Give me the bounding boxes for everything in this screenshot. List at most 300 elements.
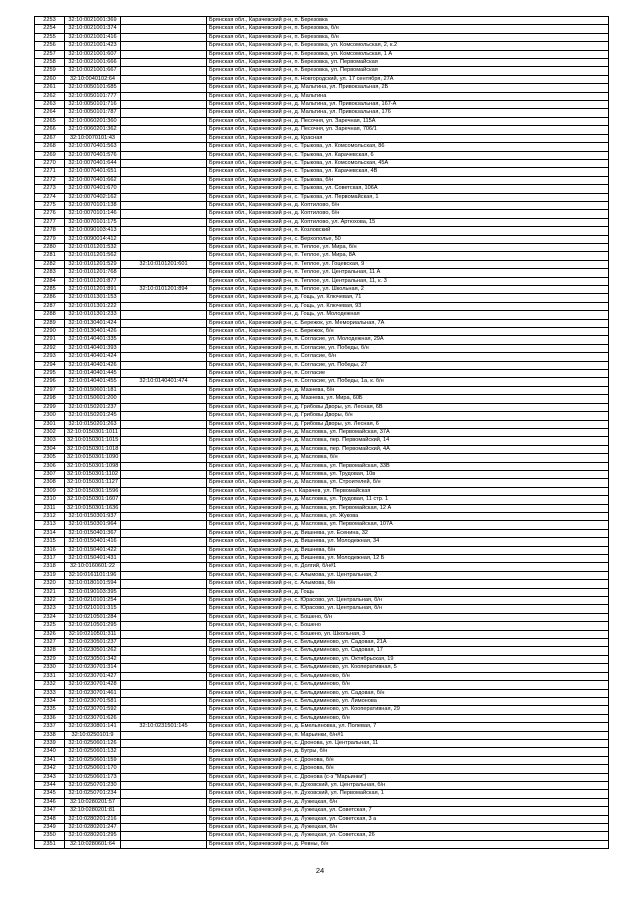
cadastral-number-cell: 32:10:0190103:395 bbox=[65, 588, 121, 596]
related-cadastral-number-cell bbox=[121, 395, 207, 403]
cadastral-number-cell: 32:10:0150301:1090 bbox=[65, 454, 121, 462]
address-cell: Брянская обл., Карачевский р-н, п. Березовка, ул. Первомайская bbox=[207, 67, 609, 75]
related-cadastral-number-cell bbox=[121, 143, 207, 151]
row-number-cell: 2284 bbox=[35, 277, 65, 285]
related-cadastral-number-cell bbox=[121, 496, 207, 504]
cadastral-number-cell: 32:10:0230701:427 bbox=[65, 672, 121, 680]
address-cell: Брянская обл., Карачевский р-н, с. Бошено, ул. Школьная, 3 bbox=[207, 630, 609, 638]
address-cell: Брянская обл., Карачевский р-н, п. Согласие, ул. Победы, 1а, к. б/н bbox=[207, 378, 609, 386]
cadastral-number-cell: 32:10:0070101:146 bbox=[65, 210, 121, 218]
cadastral-number-cell: 32:10:0210501:311 bbox=[65, 630, 121, 638]
row-number-cell: 2311 bbox=[35, 504, 65, 512]
cadastral-number-cell: 32:10:0021001:374 bbox=[65, 25, 121, 33]
table-row bbox=[35, 479, 609, 487]
cadastral-number-cell: 32:10:0150401:416 bbox=[65, 538, 121, 546]
address-cell: Брянская обл., Карачевский р-н, д. Лужецкая, б/н bbox=[207, 798, 609, 806]
cadastral-number-cell: 32:10:0230501:237 bbox=[65, 639, 121, 647]
cadastral-number-cell: 32:10:0230801:141 bbox=[65, 723, 121, 731]
row-number-cell: 2290 bbox=[35, 328, 65, 336]
cadastral-number-cell: 32:10:0161101:196 bbox=[65, 571, 121, 579]
cadastral-number-cell: 32:10:0070401:651 bbox=[65, 168, 121, 176]
table-row bbox=[35, 344, 609, 352]
row-number-cell: 2325 bbox=[35, 622, 65, 630]
related-cadastral-number-cell bbox=[121, 403, 207, 411]
related-cadastral-number-cell: 32:10:0101201:894 bbox=[121, 286, 207, 294]
cadastral-number-cell: 32:10:0250601:170 bbox=[65, 765, 121, 773]
address-cell: Брянская обл., Карачевский р-н, д. Масловка, пер. Первомайский, 14 bbox=[207, 437, 609, 445]
cadastral-number-cell: 32:10:0160601:22 bbox=[65, 563, 121, 571]
table-row bbox=[35, 235, 609, 243]
row-number-cell: 2342 bbox=[35, 765, 65, 773]
cadastral-number-cell: 32:10:0150401:431 bbox=[65, 555, 121, 563]
table-row bbox=[35, 59, 609, 67]
row-number-cell: 2256 bbox=[35, 42, 65, 50]
table-row bbox=[35, 428, 609, 436]
cadastral-number-cell: 32:10:0150301:937 bbox=[65, 512, 121, 520]
table-row bbox=[35, 67, 609, 75]
address-cell: Брянская обл., Карачевский р-н, п. Березовка, б/н bbox=[207, 25, 609, 33]
address-cell: Брянская обл., Карачевский р-н, д. Мазнева, ул. Мира, 60Б bbox=[207, 395, 609, 403]
table-row bbox=[35, 395, 609, 403]
related-cadastral-number-cell bbox=[121, 361, 207, 369]
address-cell: Брянская обл., Карачевский р-н, п. Согласие, ул. Победы, б/н bbox=[207, 344, 609, 352]
related-cadastral-number-cell bbox=[121, 748, 207, 756]
related-cadastral-number-cell bbox=[121, 101, 207, 109]
row-number-cell: 2314 bbox=[35, 529, 65, 537]
address-cell: Брянская обл., Карачевский р-н, д. Вишнева, ул. Молодежная, 34 bbox=[207, 538, 609, 546]
row-number-cell: 2331 bbox=[35, 672, 65, 680]
row-number-cell: 2266 bbox=[35, 126, 65, 134]
table-row bbox=[35, 697, 609, 705]
cadastral-number-cell: 32:10:0070101:175 bbox=[65, 218, 121, 226]
table-row bbox=[35, 370, 609, 378]
table-row bbox=[35, 328, 609, 336]
address-cell: Брянская обл., Карачевский р-н, д. Масловка, ул. Первомайская, 37А bbox=[207, 428, 609, 436]
row-number-cell: 2346 bbox=[35, 798, 65, 806]
related-cadastral-number-cell bbox=[121, 681, 207, 689]
row-number-cell: 2289 bbox=[35, 319, 65, 327]
row-number-cell: 2288 bbox=[35, 311, 65, 319]
related-cadastral-number-cell bbox=[121, 353, 207, 361]
related-cadastral-number-cell bbox=[121, 201, 207, 209]
related-cadastral-number-cell bbox=[121, 336, 207, 344]
cadastral-number-cell: 32:10:0230701:428 bbox=[65, 681, 121, 689]
related-cadastral-number-cell bbox=[121, 277, 207, 285]
row-number-cell: 2278 bbox=[35, 227, 65, 235]
table-row bbox=[35, 201, 609, 209]
row-number-cell: 2344 bbox=[35, 781, 65, 789]
table-row bbox=[35, 613, 609, 621]
related-cadastral-number-cell bbox=[121, 159, 207, 167]
table-row bbox=[35, 798, 609, 806]
table-row bbox=[35, 151, 609, 159]
address-cell: Брянская обл., Карачевский р-н, с. Дронова, б/н bbox=[207, 765, 609, 773]
cadastral-number-cell: 32:10:0021001:369 bbox=[65, 17, 121, 25]
address-cell: Брянская обл., Карачевский р-н, д. Красная bbox=[207, 134, 609, 142]
address-cell: Брянская обл., Карачевский р-н, д. Лужецкая, б/н bbox=[207, 824, 609, 832]
table-row bbox=[35, 92, 609, 100]
cadastral-number-cell: 32:10:0150301:1127 bbox=[65, 479, 121, 487]
table-row bbox=[35, 420, 609, 428]
row-number-cell: 2307 bbox=[35, 470, 65, 478]
related-cadastral-number-cell bbox=[121, 521, 207, 529]
row-number-cell: 2280 bbox=[35, 243, 65, 251]
row-number-cell: 2292 bbox=[35, 344, 65, 352]
row-number-cell: 2275 bbox=[35, 201, 65, 209]
table-row bbox=[35, 496, 609, 504]
table-row bbox=[35, 134, 609, 142]
related-cadastral-number-cell bbox=[121, 117, 207, 125]
address-cell: Брянская обл., Карачевский р-н, с. Бережок, ул. Мемориальная, 7А bbox=[207, 319, 609, 327]
table-row bbox=[35, 210, 609, 218]
address-cell: Брянская обл., Карачевский р-н, д. Мальтина, ул. Привокзальная, 167-А bbox=[207, 101, 609, 109]
row-number-cell: 2254 bbox=[35, 25, 65, 33]
address-cell: Брянская обл., Карачевский р-н, д. Масловка, пер. Первомайский, 4А bbox=[207, 445, 609, 453]
related-cadastral-number-cell bbox=[121, 370, 207, 378]
related-cadastral-number-cell bbox=[121, 697, 207, 705]
related-cadastral-number-cell bbox=[121, 428, 207, 436]
cadastral-number-cell: 32:10:0150301:1098 bbox=[65, 462, 121, 470]
table-row bbox=[35, 17, 609, 25]
row-number-cell: 2339 bbox=[35, 739, 65, 747]
row-number-cell: 2309 bbox=[35, 487, 65, 495]
cadastral-number-cell: 32:10:0060201:360 bbox=[65, 117, 121, 125]
table-row bbox=[35, 529, 609, 537]
table-row bbox=[35, 824, 609, 832]
cadastral-number-cell: 32:10:0280201:295 bbox=[65, 832, 121, 840]
row-number-cell: 2326 bbox=[35, 630, 65, 638]
row-number-cell: 2350 bbox=[35, 832, 65, 840]
table-row bbox=[35, 555, 609, 563]
table-row bbox=[35, 765, 609, 773]
address-cell: Брянская обл., Карачевский р-н, п. Новгородский, ул. 17 сентября, 27А bbox=[207, 75, 609, 83]
table-row bbox=[35, 412, 609, 420]
row-number-cell: 2268 bbox=[35, 143, 65, 151]
related-cadastral-number-cell bbox=[121, 269, 207, 277]
cadastral-number-cell: 32:10:0090103:413 bbox=[65, 227, 121, 235]
cadastral-number-cell: 32:10:0230701:626 bbox=[65, 714, 121, 722]
address-cell: Брянская обл., Карачевский р-н, д. Лужецкая, ул. Советская, 3 а bbox=[207, 815, 609, 823]
cadastral-number-cell: 32:10:0090014:412 bbox=[65, 235, 121, 243]
table-row bbox=[35, 571, 609, 579]
related-cadastral-number-cell: 32:10:0231501:145 bbox=[121, 723, 207, 731]
row-number-cell: 2322 bbox=[35, 597, 65, 605]
table-row bbox=[35, 193, 609, 201]
related-cadastral-number-cell bbox=[121, 798, 207, 806]
table-row bbox=[35, 227, 609, 235]
related-cadastral-number-cell bbox=[121, 151, 207, 159]
cadastral-number-cell: 32:10:0150201:263 bbox=[65, 420, 121, 428]
table-row bbox=[35, 781, 609, 789]
cadastral-number-cell: 32:10:0070401:670 bbox=[65, 185, 121, 193]
row-number-cell: 2277 bbox=[35, 218, 65, 226]
address-cell: Брянская обл., Карачевский р-н, д. Гощь, ул. Молодежная bbox=[207, 311, 609, 319]
table-row bbox=[35, 403, 609, 411]
cadastral-number-cell: 32:10:0230701:581 bbox=[65, 697, 121, 705]
address-cell: Брянская обл., Карачевский р-н, д. Мальтина, ул. Привокзальная, 2Б bbox=[207, 84, 609, 92]
table-row bbox=[35, 353, 609, 361]
related-cadastral-number-cell bbox=[121, 647, 207, 655]
table-row bbox=[35, 336, 609, 344]
row-number-cell: 2315 bbox=[35, 538, 65, 546]
address-cell: Брянская обл., Карачевский р-н, д. Масловка, ул. Первомайская, 12 А bbox=[207, 504, 609, 512]
row-number-cell: 2319 bbox=[35, 571, 65, 579]
row-number-cell: 2282 bbox=[35, 260, 65, 268]
table-row bbox=[35, 294, 609, 302]
cadastral-number-cell: 32:10:0101301:222 bbox=[65, 302, 121, 310]
related-cadastral-number-cell bbox=[121, 168, 207, 176]
table-row bbox=[35, 277, 609, 285]
table-row bbox=[35, 437, 609, 445]
related-cadastral-number-cell bbox=[121, 84, 207, 92]
table-row bbox=[35, 454, 609, 462]
address-cell: Брянская обл., Карачевский р-н, п. Согласие, ул. Победы, 27 bbox=[207, 361, 609, 369]
address-cell: Брянская обл., Карачевский р-н, д. Масловка, ул. Трудовая, 11 стр. 1 bbox=[207, 496, 609, 504]
row-number-cell: 2310 bbox=[35, 496, 65, 504]
related-cadastral-number-cell bbox=[121, 555, 207, 563]
address-cell: Брянская обл., Карачевский р-н, п. Марьинки, б/н#1 bbox=[207, 731, 609, 739]
related-cadastral-number-cell bbox=[121, 639, 207, 647]
related-cadastral-number-cell bbox=[121, 622, 207, 630]
address-cell: Брянская обл., Карачевский р-н, д. Коптилово, б/н bbox=[207, 210, 609, 218]
address-cell: Брянская обл., Карачевский р-н, с. Бельдиминово, б/н bbox=[207, 681, 609, 689]
table-row bbox=[35, 748, 609, 756]
address-cell: Брянская обл., Карачевский р-н, д. Мазнева, б/н bbox=[207, 386, 609, 394]
row-number-cell: 2274 bbox=[35, 193, 65, 201]
row-number-cell: 2297 bbox=[35, 386, 65, 394]
related-cadastral-number-cell bbox=[121, 504, 207, 512]
cadastral-number-cell: 32:10:0021001:423 bbox=[65, 42, 121, 50]
related-cadastral-number-cell bbox=[121, 126, 207, 134]
cadastral-number-cell: 32:10:0210101:315 bbox=[65, 605, 121, 613]
cadastral-number-cell: 32:10:0250101:9 bbox=[65, 731, 121, 739]
row-number-cell: 2293 bbox=[35, 353, 65, 361]
cadastral-number-cell: 32:10:0050101:685 bbox=[65, 84, 121, 92]
related-cadastral-number-cell bbox=[121, 613, 207, 621]
related-cadastral-number-cell bbox=[121, 479, 207, 487]
table-row bbox=[35, 756, 609, 764]
row-number-cell: 2320 bbox=[35, 580, 65, 588]
address-cell: Брянская обл., Карачевский р-н, д. Вишнева, б/н bbox=[207, 546, 609, 554]
address-cell: Брянская обл., Карачевский р-н, с. Бельдиминово, ул. Лимонова bbox=[207, 697, 609, 705]
cadastral-number-cell: 32:10:0140401:445 bbox=[65, 370, 121, 378]
table-row bbox=[35, 269, 609, 277]
address-cell: Брянская обл., Карачевский р-н, п. Козловский bbox=[207, 227, 609, 235]
table-row bbox=[35, 75, 609, 83]
related-cadastral-number-cell bbox=[121, 571, 207, 579]
cadastral-number-cell: 32:10:0070101:138 bbox=[65, 201, 121, 209]
address-cell: Брянская обл., Карачевский р-н, с. Верхополье, 50 bbox=[207, 235, 609, 243]
address-cell: Брянская обл., Карачевский р-н, г. Карачев, ул. Первомайская bbox=[207, 487, 609, 495]
cadastral-number-cell: 32:10:0210101:254 bbox=[65, 597, 121, 605]
related-cadastral-number-cell bbox=[121, 731, 207, 739]
related-cadastral-number-cell bbox=[121, 59, 207, 67]
row-number-cell: 2324 bbox=[35, 613, 65, 621]
row-number-cell: 2285 bbox=[35, 286, 65, 294]
row-number-cell: 2257 bbox=[35, 50, 65, 58]
address-cell: Брянская обл., Карачевский р-н, с. Трыкова, ул. Карачевская, 6 bbox=[207, 151, 609, 159]
related-cadastral-number-cell bbox=[121, 302, 207, 310]
row-number-cell: 2279 bbox=[35, 235, 65, 243]
table-row bbox=[35, 101, 609, 109]
cadastral-number-cell: 32:10:0250601:132 bbox=[65, 748, 121, 756]
table-row bbox=[35, 588, 609, 596]
cadastral-number-cell: 32:10:0280201:247 bbox=[65, 824, 121, 832]
related-cadastral-number-cell bbox=[121, 815, 207, 823]
related-cadastral-number-cell bbox=[121, 386, 207, 394]
related-cadastral-number-cell bbox=[121, 17, 207, 25]
table-row bbox=[35, 286, 609, 294]
table-row bbox=[35, 647, 609, 655]
cadastral-number-cell: 32:10:0250601:159 bbox=[65, 756, 121, 764]
cadastral-number-cell: 32:10:0150301:1018 bbox=[65, 445, 121, 453]
cadastral-number-cell: 32:10:0230501:262 bbox=[65, 647, 121, 655]
cadastral-number-cell: 32:10:0210501:295 bbox=[65, 622, 121, 630]
row-number-cell: 2333 bbox=[35, 689, 65, 697]
row-number-cell: 2341 bbox=[35, 756, 65, 764]
table-row bbox=[35, 84, 609, 92]
related-cadastral-number-cell: 32:10:0101201:601 bbox=[121, 260, 207, 268]
cadastral-number-cell: 32:10:0150201:245 bbox=[65, 412, 121, 420]
related-cadastral-number-cell bbox=[121, 67, 207, 75]
row-number-cell: 2332 bbox=[35, 681, 65, 689]
cadastral-number-cell: 32:10:0070101:43 bbox=[65, 134, 121, 142]
table-row bbox=[35, 832, 609, 840]
related-cadastral-number-cell bbox=[121, 655, 207, 663]
cadastral-number-cell: 32:10:0050101:787 bbox=[65, 109, 121, 117]
related-cadastral-number-cell bbox=[121, 512, 207, 520]
address-cell: Брянская обл., Карачевский р-н, д. Масловка, ул. Первомайская, 33В bbox=[207, 462, 609, 470]
address-cell: Брянская обл., Карачевский р-н, с. Трыкова, ул. Первомайская, 1 bbox=[207, 193, 609, 201]
address-cell: Брянская обл., Карачевский р-н, с. Бошено bbox=[207, 622, 609, 630]
row-number-cell: 2328 bbox=[35, 647, 65, 655]
row-number-cell: 2317 bbox=[35, 555, 65, 563]
address-cell: Брянская обл., Карачевский р-н, п. Духовский, ул. Первомайская, 1 bbox=[207, 790, 609, 798]
address-cell: Брянская обл., Карачевский р-н, п. Духовский, ул. Центральная, б/н bbox=[207, 781, 609, 789]
address-cell: Брянская обл., Карачевский р-н, п. Согласие bbox=[207, 370, 609, 378]
address-cell: Брянская обл., Карачевский р-н, с. Дронова (с-з "Марьинки") bbox=[207, 773, 609, 781]
cadastral-number-cell: 32:10:0280201:216 bbox=[65, 815, 121, 823]
related-cadastral-number-cell bbox=[121, 824, 207, 832]
related-cadastral-number-cell bbox=[121, 311, 207, 319]
table-row bbox=[35, 840, 609, 848]
related-cadastral-number-cell bbox=[121, 454, 207, 462]
cadastral-number-cell: 32:10:0180101:594 bbox=[65, 580, 121, 588]
address-cell: Брянская обл., Карачевский р-н, с. Юрасово, ул. Центральная, б/н bbox=[207, 597, 609, 605]
cadastral-number-cell: 32:10:0021001:667 bbox=[65, 67, 121, 75]
table-row bbox=[35, 487, 609, 495]
row-number-cell: 2306 bbox=[35, 462, 65, 470]
table-row bbox=[35, 33, 609, 41]
table-row bbox=[35, 521, 609, 529]
table-row bbox=[35, 773, 609, 781]
related-cadastral-number-cell bbox=[121, 25, 207, 33]
table-row bbox=[35, 622, 609, 630]
related-cadastral-number-cell bbox=[121, 689, 207, 697]
row-number-cell: 2270 bbox=[35, 159, 65, 167]
address-cell: Брянская обл., Карачевский р-н, д. Вишнева, ул. Молодежная, 12 Б bbox=[207, 555, 609, 563]
address-cell: Брянская обл., Карачевский р-н, д. Коптилово, ул. Артюхова, 15 bbox=[207, 218, 609, 226]
cadastral-number-cell: 32:10:0250701:234 bbox=[65, 790, 121, 798]
cadastral-number-cell: 32:10:0101201:562 bbox=[65, 252, 121, 260]
address-cell: Брянская обл., Карачевский р-н, п. Березовка, б/н bbox=[207, 33, 609, 41]
cadastral-number-cell: 32:10:0101201:891 bbox=[65, 286, 121, 294]
related-cadastral-number-cell bbox=[121, 319, 207, 327]
row-number-cell: 2335 bbox=[35, 706, 65, 714]
related-cadastral-number-cell bbox=[121, 487, 207, 495]
table-row bbox=[35, 319, 609, 327]
related-cadastral-number-cell bbox=[121, 546, 207, 554]
cadastral-number-cell: 32:10:0150301:1607 bbox=[65, 496, 121, 504]
related-cadastral-number-cell bbox=[121, 235, 207, 243]
row-number-cell: 2259 bbox=[35, 67, 65, 75]
cadastral-number-cell: 32:10:0070402:162 bbox=[65, 193, 121, 201]
address-cell: Брянская обл., Карачевский р-н, д. Масловка, ул. Жукова bbox=[207, 512, 609, 520]
address-cell: Брянская обл., Карачевский р-н, д. Масловка, ул. Трудовая, 10в bbox=[207, 470, 609, 478]
row-number-cell: 2281 bbox=[35, 252, 65, 260]
address-cell: Брянская обл., Карачевский р-н, п. Теплое, ул. Школьная, 2 bbox=[207, 286, 609, 294]
address-cell: Брянская обл., Карачевский р-н, с. Трыкова, ул. Советская, 106А bbox=[207, 185, 609, 193]
cadastral-number-cell: 32:10:0280201:81 bbox=[65, 807, 121, 815]
cadastral-number-cell: 32:10:0150301:1015 bbox=[65, 437, 121, 445]
address-cell: Брянская обл., Карачевский р-н, д. Ревны, б/н bbox=[207, 840, 609, 848]
register-rows bbox=[35, 17, 609, 849]
related-cadastral-number-cell bbox=[121, 580, 207, 588]
row-number-cell: 2351 bbox=[35, 840, 65, 848]
address-cell: Брянская обл., Карачевский р-н, д. Грибовы Дворы, ул. Лесная, 6В bbox=[207, 403, 609, 411]
table-row bbox=[35, 462, 609, 470]
table-row bbox=[35, 445, 609, 453]
address-cell: Брянская обл., Карачевский р-н, п. Теплое, ул. Центральная, 11, к. 3 bbox=[207, 277, 609, 285]
row-number-cell: 2255 bbox=[35, 33, 65, 41]
table-row bbox=[35, 689, 609, 697]
row-number-cell: 2323 bbox=[35, 605, 65, 613]
cadastral-number-cell: 32:10:0101301:153 bbox=[65, 294, 121, 302]
cadastral-number-cell: 32:10:0230701:314 bbox=[65, 664, 121, 672]
cadastral-number-cell: 32:10:0130401:426 bbox=[65, 328, 121, 336]
related-cadastral-number-cell bbox=[121, 218, 207, 226]
row-number-cell: 2253 bbox=[35, 17, 65, 25]
related-cadastral-number-cell bbox=[121, 33, 207, 41]
related-cadastral-number-cell bbox=[121, 840, 207, 848]
table-row bbox=[35, 739, 609, 747]
table-row bbox=[35, 143, 609, 151]
row-number-cell: 2296 bbox=[35, 378, 65, 386]
table-row bbox=[35, 706, 609, 714]
row-number-cell: 2265 bbox=[35, 117, 65, 125]
row-number-cell: 2316 bbox=[35, 546, 65, 554]
row-number-cell: 2298 bbox=[35, 395, 65, 403]
related-cadastral-number-cell: 32:10:0140401:474 bbox=[121, 378, 207, 386]
table-row bbox=[35, 311, 609, 319]
address-cell: Брянская обл., Карачевский р-н, д. Лужецкая, ул. Советская, 7 bbox=[207, 807, 609, 815]
related-cadastral-number-cell bbox=[121, 42, 207, 50]
row-number-cell: 2303 bbox=[35, 437, 65, 445]
cadastral-number-cell: 32:10:0050101:716 bbox=[65, 101, 121, 109]
address-cell: Брянская обл., Карачевский р-н, п. Теплое, ул. Центральная, 11 А bbox=[207, 269, 609, 277]
address-cell: Брянская обл., Карачевский р-н, д. Мальтина, ул. Привокзальная, 176 bbox=[207, 109, 609, 117]
table-row bbox=[35, 639, 609, 647]
cadastral-number-cell: 32:10:0280201:57 bbox=[65, 798, 121, 806]
related-cadastral-number-cell bbox=[121, 756, 207, 764]
table-row bbox=[35, 252, 609, 260]
table-row bbox=[35, 126, 609, 134]
related-cadastral-number-cell bbox=[121, 714, 207, 722]
related-cadastral-number-cell bbox=[121, 706, 207, 714]
table-row bbox=[35, 302, 609, 310]
cadastral-number-cell: 32:10:0280601:64 bbox=[65, 840, 121, 848]
address-cell: Брянская обл., Карачевский р-н, с. Бельдиминово, ул. Кооперативная, 5 bbox=[207, 664, 609, 672]
